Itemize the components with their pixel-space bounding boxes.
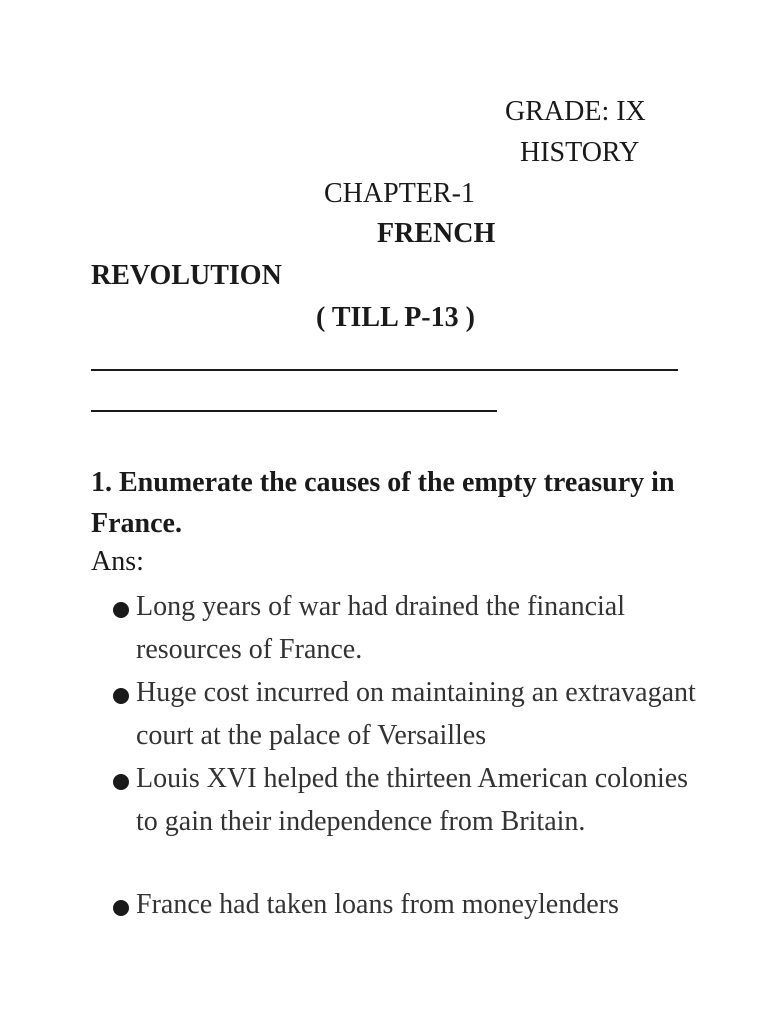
subject-label: HISTORY (520, 137, 640, 168)
answer-text: Louis XVI helped the thirteen American colonies to gain their independence from Britain. (136, 763, 689, 837)
divider-rule-short (91, 410, 497, 412)
chapter-label: CHAPTER-1 (324, 178, 475, 209)
page-range-label: ( TILL P-13 ) (316, 302, 475, 333)
chapter-title-line-2: REVOLUTION (91, 260, 282, 291)
question-heading: 1. Enumerate the causes of the empty treasury in France. (91, 467, 675, 539)
answer-text: France had taken loans from moneylenders (136, 889, 619, 920)
bullet-icon (113, 900, 129, 916)
answer-label: Ans: (91, 546, 144, 577)
chapter-title-line-1: FRENCH (377, 218, 496, 249)
answer-text: Long years of war had drained the financial resources of France. (136, 591, 626, 665)
answer-text: Huge cost incurred on maintaining an extravagant court at the palace of Versailles (136, 677, 696, 751)
grade-label: GRADE: IX (505, 96, 646, 127)
bullet-icon (113, 688, 129, 704)
bullet-icon (113, 602, 129, 618)
bullet-icon (113, 774, 129, 790)
divider-rule (91, 369, 678, 371)
